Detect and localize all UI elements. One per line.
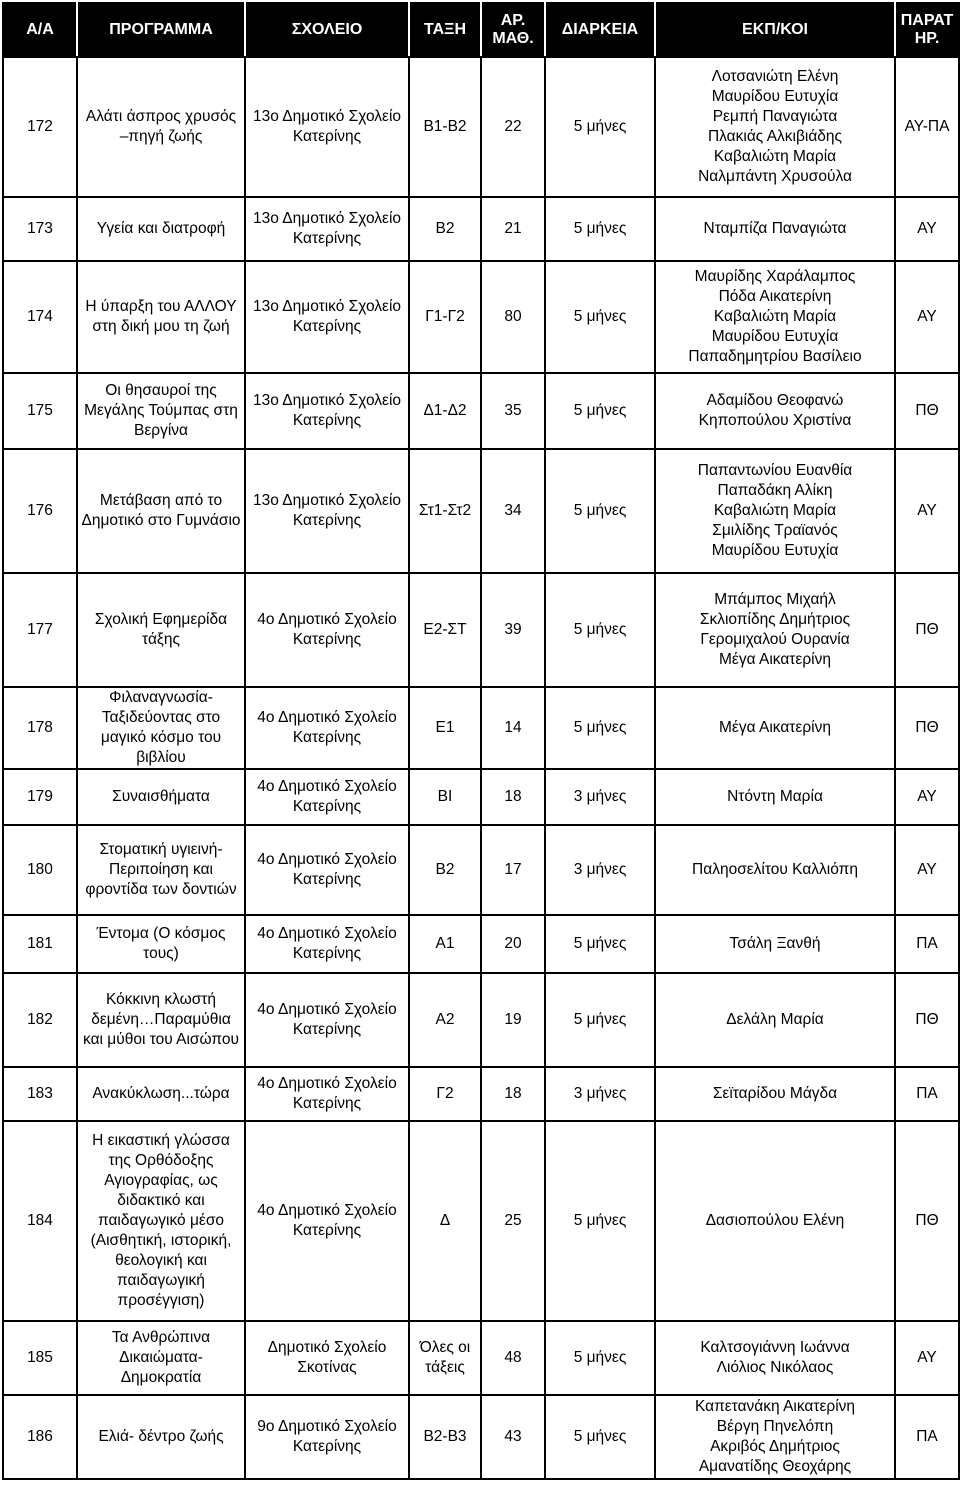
notes: ΠΘ — [895, 687, 959, 769]
teachers-list — [655, 1067, 895, 1121]
program-name: Η ύπαρξη του ΑΛΛΟΥ στη δική μου τη ζωή — [77, 261, 245, 373]
school-name: 13ο Δημοτικό Σχολείο Κατερίνης — [245, 373, 409, 449]
teacher-name: Μέγα Αικατερίνη — [719, 651, 831, 668]
duration: 5 μήνες — [545, 1321, 655, 1395]
school-name: 4ο Δημοτικό Σχολείο Κατερίνης — [245, 1121, 409, 1321]
student-count: 17 — [481, 825, 545, 915]
student-count: 48 — [481, 1321, 545, 1395]
teacher-name: Δελάλη Μαρία — [726, 1011, 824, 1028]
notes: ΠΘ — [895, 573, 959, 687]
teacher-name: Αμανατίδης Θεοχάρης — [698, 1458, 852, 1475]
teacher-name: Λιόλιος Νικόλαος — [716, 1359, 834, 1376]
table-row — [3, 57, 959, 197]
table-row — [3, 261, 959, 373]
class-name: Στ1-Στ2 — [409, 449, 481, 573]
header-program: ΠΡΟΓΡΑΜΜΑ — [77, 3, 245, 57]
notes: ΑΥ — [895, 825, 959, 915]
table-row — [3, 573, 959, 687]
teachers-list — [655, 825, 895, 915]
class-name: Β2 — [409, 825, 481, 915]
teachers-list — [655, 915, 895, 973]
class-name: Γ1-Γ2 — [409, 261, 481, 373]
teacher-name: Καλτσογιάννη Ιωάννα — [700, 1339, 850, 1356]
notes: ΠΘ — [895, 373, 959, 449]
table-row — [3, 1321, 959, 1395]
teachers-list — [655, 197, 895, 261]
table-row — [3, 197, 959, 261]
teachers-list — [655, 769, 895, 825]
row-number: 172 — [3, 57, 77, 197]
teachers-list — [655, 973, 895, 1067]
notes: ΠΑ — [895, 1067, 959, 1121]
header-notes: ΠΑΡΑΤ ΗΡ. — [895, 3, 959, 57]
teacher-name: Λοτσανιώτη Ελένη — [711, 68, 839, 85]
school-name: 4ο Δημοτικό Σχολείο Κατερίνης — [245, 973, 409, 1067]
school-name: 4ο Δημοτικό Σχολείο Κατερίνης — [245, 687, 409, 769]
program-name: Σχολική Εφημερίδα τάξης — [77, 573, 245, 687]
table-row — [3, 373, 959, 449]
row-number: 182 — [3, 973, 77, 1067]
teachers-list — [655, 57, 895, 197]
program-name: Συναισθήματα — [77, 769, 245, 825]
teachers-list — [655, 1395, 895, 1479]
program-name: Αλάτι άσπρος χρυσός –πηγή ζωής — [77, 57, 245, 197]
notes: ΑΥ — [895, 1321, 959, 1395]
header-teachers: ΕΚΠ/ΚΟΙ — [655, 3, 895, 57]
class-name: Δ1-Δ2 — [409, 373, 481, 449]
program-name: Η εικαστική γλώσσα της Ορθόδοξης Αγιογραφίας, ως διδακτικό και παιδαγωγικό μέσο (Αισθητική, ιστορική, θεολογική και παιδαγωγική προσέγγιση) — [77, 1121, 245, 1321]
student-count: 19 — [481, 973, 545, 1067]
teacher-name: Καβαλιώτη Μαρία — [713, 148, 837, 165]
school-name: 9ο Δημοτικό Σχολείο Κατερίνης — [245, 1395, 409, 1479]
header-class: ΤΑΞΗ — [409, 3, 481, 57]
teacher-name: Παπαντωνίου Ευανθία — [697, 462, 853, 479]
duration: 3 μήνες — [545, 825, 655, 915]
row-number: 180 — [3, 825, 77, 915]
teachers-list — [655, 573, 895, 687]
duration: 5 μήνες — [545, 1395, 655, 1479]
table-row — [3, 825, 959, 915]
row-number: 174 — [3, 261, 77, 373]
student-count: 39 — [481, 573, 545, 687]
notes: ΑΥ — [895, 261, 959, 373]
teacher-name: Μέγα Αικατερίνη — [719, 719, 831, 736]
teacher-name: Πόδα Αικατερίνη — [718, 288, 832, 305]
table-row — [3, 769, 959, 825]
programs-table — [2, 2, 960, 1480]
table-row — [3, 1395, 959, 1479]
teacher-name: Τσάλη Ξανθή — [729, 935, 821, 952]
row-number: 181 — [3, 915, 77, 973]
teacher-name: Σμιλίδης Τραϊανός — [712, 522, 838, 539]
class-name: Α1 — [409, 915, 481, 973]
table-row — [3, 915, 959, 973]
row-number: 178 — [3, 687, 77, 769]
student-count: 80 — [481, 261, 545, 373]
school-name: 4ο Δημοτικό Σχολείο Κατερίνης — [245, 1067, 409, 1121]
notes: ΑΥ — [895, 197, 959, 261]
notes: ΑΥ-ΠΑ — [895, 57, 959, 197]
student-count: 14 — [481, 687, 545, 769]
row-number: 179 — [3, 769, 77, 825]
row-number: 175 — [3, 373, 77, 449]
class-name: Β2 — [409, 197, 481, 261]
teachers-list — [655, 449, 895, 573]
teacher-name: Μαυρίδης Χαράλαμπος — [694, 268, 856, 285]
program-name: Ανακύκλωση...τώρα — [77, 1067, 245, 1121]
school-name: 13ο Δημοτικό Σχολείο Κατερίνης — [245, 261, 409, 373]
school-name: 4ο Δημοτικό Σχολείο Κατερίνης — [245, 769, 409, 825]
program-name: Υγεία και διατροφή — [77, 197, 245, 261]
duration: 5 μήνες — [545, 449, 655, 573]
program-name: Φιλαναγνωσία-Ταξιδεύοντας στο μαγικό κόσμο του βιβλίου — [77, 687, 245, 769]
duration: 5 μήνες — [545, 373, 655, 449]
notes: ΠΘ — [895, 973, 959, 1067]
program-name: Τα Ανθρώπινα Δικαιώματα-Δημοκρατία — [77, 1321, 245, 1395]
table-row — [3, 1067, 959, 1121]
school-name: 4ο Δημοτικό Σχολείο Κατερίνης — [245, 915, 409, 973]
duration: 5 μήνες — [545, 573, 655, 687]
teacher-name: Ναλμπάντη Χρυσούλα — [698, 168, 852, 185]
program-name: Έντομα (Ο κόσμος τους) — [77, 915, 245, 973]
teacher-name: Καπετανάκη Αικατερίνη — [694, 1398, 856, 1415]
teacher-name: Κηποπούλου Χριστίνα — [698, 412, 852, 429]
class-name: Δ — [409, 1121, 481, 1321]
teacher-name: Καβαλιώτη Μαρία — [713, 308, 837, 325]
class-name: Γ2 — [409, 1067, 481, 1121]
student-count: 18 — [481, 769, 545, 825]
row-number: 177 — [3, 573, 77, 687]
row-number: 183 — [3, 1067, 77, 1121]
duration: 3 μήνες — [545, 1067, 655, 1121]
duration: 5 μήνες — [545, 687, 655, 769]
teacher-name: Μαυρίδου Ευτυχία — [711, 542, 839, 559]
table-row — [3, 1121, 959, 1321]
teacher-name: Μαυρίδου Ευτυχία — [711, 328, 839, 345]
teachers-list — [655, 1121, 895, 1321]
duration: 5 μήνες — [545, 57, 655, 197]
header-row — [3, 3, 959, 57]
teacher-name: Παπαδημητρίου Βασίλειο — [688, 348, 862, 365]
teachers-list — [655, 1321, 895, 1395]
student-count: 20 — [481, 915, 545, 973]
student-count: 35 — [481, 373, 545, 449]
duration: 5 μήνες — [545, 973, 655, 1067]
class-name: Α2 — [409, 973, 481, 1067]
student-count: 43 — [481, 1395, 545, 1479]
duration: 3 μήνες — [545, 769, 655, 825]
table-row — [3, 449, 959, 573]
program-name: Μετάβαση από το Δημοτικό στο Γυμνάσιο — [77, 449, 245, 573]
school-name: 4ο Δημοτικό Σχολείο Κατερίνης — [245, 825, 409, 915]
teacher-name: Σεϊταρίδου Μάγδα — [712, 1085, 838, 1102]
teacher-name: Πλακιάς Αλκιβιάδης — [707, 128, 843, 145]
row-number: 186 — [3, 1395, 77, 1479]
table-row — [3, 687, 959, 769]
student-count: 18 — [481, 1067, 545, 1121]
teachers-list — [655, 373, 895, 449]
class-name: ΒΙ — [409, 769, 481, 825]
header-aa: Α/Α — [3, 3, 77, 57]
teacher-name: Ντόντη Μαρία — [727, 788, 823, 805]
class-name: Β1-Β2 — [409, 57, 481, 197]
table-body — [3, 57, 959, 1479]
class-name: Β2-Β3 — [409, 1395, 481, 1479]
class-name: Ε2-ΣΤ — [409, 573, 481, 687]
student-count: 25 — [481, 1121, 545, 1321]
header-students: ΑΡ. ΜΑΘ. — [481, 3, 545, 57]
school-name: 4ο Δημοτικό Σχολείο Κατερίνης — [245, 573, 409, 687]
teacher-name: Καβαλιώτη Μαρία — [713, 502, 837, 519]
header-school: ΣΧΟΛΕΙΟ — [245, 3, 409, 57]
teacher-name: Νταμπίζα Παναγιώτα — [703, 220, 847, 237]
teachers-list — [655, 261, 895, 373]
teacher-name: Βέργη Πηνελόπη — [716, 1418, 834, 1435]
student-count: 21 — [481, 197, 545, 261]
program-name: Ελιά- δέντρο ζωής — [77, 1395, 245, 1479]
notes: ΑΥ — [895, 769, 959, 825]
class-name: Ε1 — [409, 687, 481, 769]
student-count: 22 — [481, 57, 545, 197]
school-name: Δημοτικό Σχολείο Σκοτίνας — [245, 1321, 409, 1395]
duration: 5 μήνες — [545, 915, 655, 973]
program-name: Οι θησαυροί της Μεγάλης Τούμπας στη Βεργίνα — [77, 373, 245, 449]
school-name: 13ο Δημοτικό Σχολείο Κατερίνης — [245, 449, 409, 573]
notes: ΠΑ — [895, 915, 959, 973]
teacher-name: Ρεμπή Παναγιώτα — [712, 108, 838, 125]
duration: 5 μήνες — [545, 197, 655, 261]
notes: ΑΥ — [895, 449, 959, 573]
notes: ΠΑ — [895, 1395, 959, 1479]
school-name: 13ο Δημοτικό Σχολείο Κατερίνης — [245, 197, 409, 261]
row-number: 185 — [3, 1321, 77, 1395]
row-number: 173 — [3, 197, 77, 261]
program-name: Στοματική υγιεινή-Περιποίηση και φροντίδα των δοντιών — [77, 825, 245, 915]
teacher-name: Σκλιοπίδης Δημήτριος — [699, 611, 851, 628]
header-duration: ΔΙΑΡΚΕΙΑ — [545, 3, 655, 57]
teacher-name: Μαυρίδου Ευτυχία — [711, 88, 839, 105]
class-name: Όλες οι τάξεις — [409, 1321, 481, 1395]
duration: 5 μήνες — [545, 261, 655, 373]
teachers-list — [655, 687, 895, 769]
teacher-name: Παπαδάκη Αλίκη — [717, 482, 833, 499]
teacher-name: Μπάμπος Μιχαήλ — [714, 591, 836, 608]
student-count: 34 — [481, 449, 545, 573]
program-name: Κόκκινη κλωστή δεμένη…Παραμύθια και μύθοι του Αισώπου — [77, 973, 245, 1067]
teacher-name: Αδαμίδου Θεοφανώ — [706, 392, 844, 409]
teacher-name: Γερομιχαλού Ουρανία — [700, 631, 850, 648]
duration: 5 μήνες — [545, 1121, 655, 1321]
row-number: 184 — [3, 1121, 77, 1321]
teacher-name: Δασιοπούλου Ελένη — [705, 1212, 845, 1229]
table-row — [3, 973, 959, 1067]
notes: ΠΘ — [895, 1121, 959, 1321]
row-number: 176 — [3, 449, 77, 573]
teacher-name: Παληοσελίτου Καλλιόπη — [692, 861, 858, 878]
teacher-name: Ακριβός Δημήτριος — [710, 1438, 840, 1455]
school-name: 13ο Δημοτικό Σχολείο Κατερίνης — [245, 57, 409, 197]
